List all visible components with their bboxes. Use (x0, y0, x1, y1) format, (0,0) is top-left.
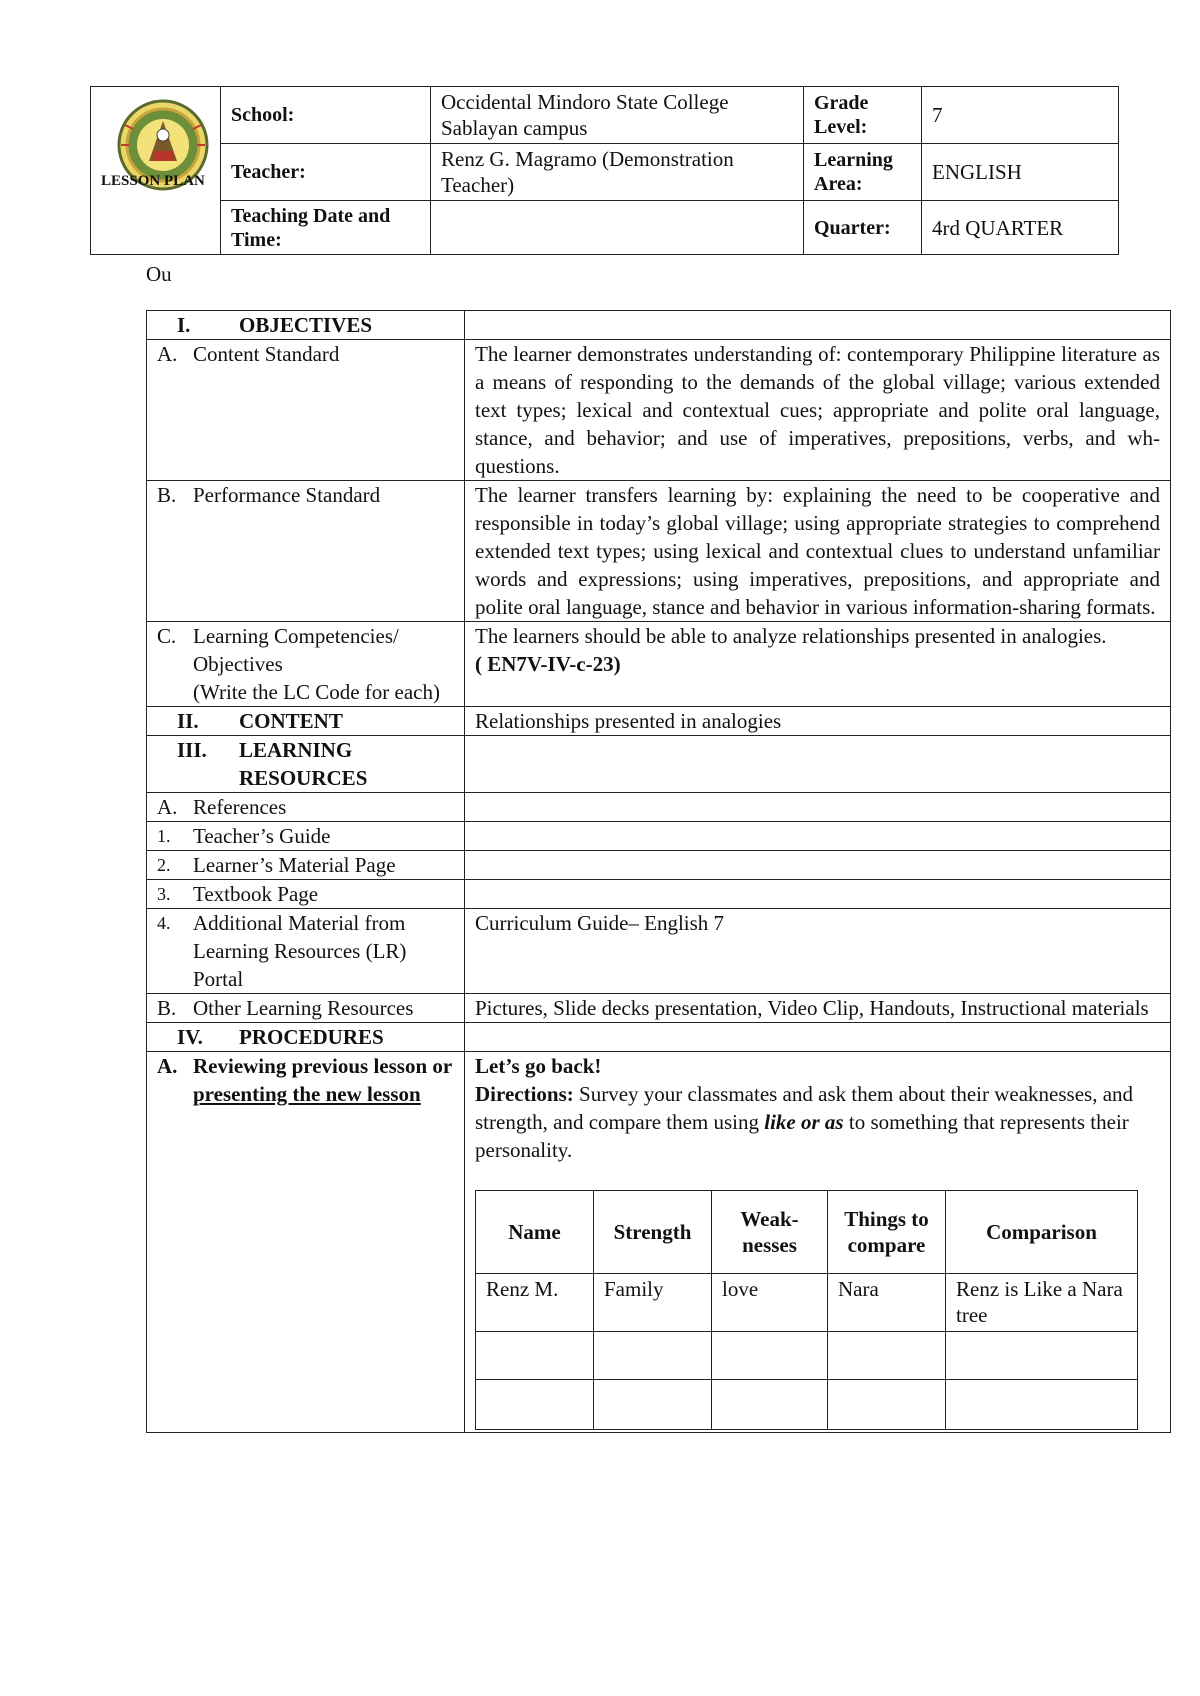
school-value: Occidental Mindoro State College Sablayan campus (431, 87, 804, 144)
section-heading (157, 707, 454, 735)
content-row (147, 707, 1171, 736)
additional-material-value: Curriculum Guide– English 7 (465, 909, 1171, 994)
table-cell (828, 1332, 946, 1380)
item-label: Learning Competencies/ Objectives (193, 624, 399, 676)
content-standard-text: The learner demonstrates understanding of: contemporary Philippine literature as a means of responding to the demands of the global village; various extended text types; lexical and contextual cues; appropriate and polite oral language, stance, and behavior; and use of imperatives, prepositions, verbs, and wh-questions. (465, 340, 1171, 481)
table-row (476, 1332, 1138, 1380)
table-cell (476, 1380, 594, 1430)
stray-text: Ou (146, 262, 172, 286)
section-title: OBJECTIVES (239, 313, 373, 337)
logo-cell (91, 87, 221, 255)
activity-heading: Let’s go back! (475, 1054, 602, 1078)
section-number: IV. (177, 1025, 203, 1049)
item-sub-label: (Write the LC Code for each) (193, 680, 440, 704)
table-cell (946, 1332, 1138, 1380)
other-resources-row (147, 994, 1171, 1023)
table-cell (594, 1332, 712, 1380)
item-marker: A. (157, 795, 178, 819)
school-label: School: (221, 87, 431, 144)
table-row (476, 1274, 1138, 1332)
table-cell: love (712, 1274, 828, 1332)
teaching-date-label: Teaching Date and Time: (221, 201, 431, 255)
item-marker: B. (157, 996, 177, 1020)
column-header: Strength (594, 1191, 712, 1274)
column-header: Comparison (946, 1191, 1138, 1274)
teacher-label: Teacher: (221, 144, 431, 201)
section-number: I. (177, 313, 191, 337)
item-marker: 3. (157, 884, 171, 904)
procedures-row (147, 1023, 1171, 1052)
table-cell: Family (594, 1274, 712, 1332)
section-heading (157, 1023, 454, 1051)
item-marker: A. (157, 342, 178, 366)
textbook-page-row (147, 880, 1171, 909)
item-marker: A. (157, 1054, 178, 1078)
item-marker: C. (157, 624, 177, 648)
teachers-guide-row (147, 822, 1171, 851)
review-row (147, 1052, 1171, 1433)
lc-code: ( EN7V-IV-c-23) (475, 652, 621, 676)
grade-level-value: 7 (922, 87, 1119, 144)
table-header-row (476, 1191, 1138, 1274)
item-label: Additional Material from Learning Resources (LR) Portal (193, 911, 407, 991)
directions-emphasis: like or as (764, 1110, 844, 1134)
table-cell (712, 1380, 828, 1430)
learning-area-value: ENGLISH (922, 144, 1119, 201)
column-header: Name (476, 1191, 594, 1274)
item-label: Textbook Page (193, 882, 319, 906)
table-cell (712, 1332, 828, 1380)
section-number: III. (177, 738, 207, 762)
additional-material-row (147, 909, 1171, 994)
section-heading (157, 311, 454, 339)
item-label: References (193, 795, 287, 819)
table-row (476, 1380, 1138, 1430)
table-cell: Nara (828, 1274, 946, 1332)
item-label: Performance Standard (193, 483, 381, 507)
item-marker: 4. (157, 913, 171, 933)
lesson-plan-table (146, 310, 1171, 1433)
review-label: Reviewing previous lesson or (193, 1054, 452, 1078)
quarter-label: Quarter: (804, 201, 922, 255)
table-cell (476, 1332, 594, 1380)
table-cell: Renz M. (476, 1274, 594, 1332)
table-cell (946, 1380, 1138, 1430)
item-label: Other Learning Resources (193, 996, 414, 1020)
quarter-value: 4rd QUARTER (922, 201, 1119, 255)
references-row (147, 793, 1171, 822)
table-cell (828, 1380, 946, 1430)
section-heading (157, 736, 454, 792)
teaching-date-value (431, 201, 804, 255)
lesson-plan-caption: LESSON PLAN (101, 173, 205, 189)
section-title: CONTENT (239, 709, 343, 733)
item-value (465, 822, 1171, 851)
content-text: Relationships presented in analogies (465, 707, 1171, 736)
objectives-row (147, 311, 1171, 340)
item-marker: 2. (157, 855, 171, 875)
section-number: II. (177, 709, 199, 733)
table-cell: Renz is Like a Nara tree (946, 1274, 1138, 1332)
learners-material-row (147, 851, 1171, 880)
item-marker: 1. (157, 826, 171, 846)
lesson-plan-header (90, 86, 1119, 255)
item-label: Learner’s Material Page (193, 853, 396, 877)
review-label-underlined: presenting the new lesson (193, 1082, 421, 1106)
item-label: Teacher’s Guide (193, 824, 331, 848)
column-header: Weak-nesses (712, 1191, 828, 1274)
comparison-table (475, 1190, 1138, 1430)
performance-standard-row (147, 481, 1171, 622)
teacher-value: Renz G. Magramo (Demonstration Teacher) (431, 144, 804, 201)
item-value (465, 851, 1171, 880)
content-standard-row (147, 340, 1171, 481)
item-marker: B. (157, 483, 177, 507)
item-label: Content Standard (193, 342, 340, 366)
other-resources-value: Pictures, Slide decks presentation, Video Clip, Handouts, Instructional materials (465, 994, 1171, 1023)
directions-label: Directions: (475, 1082, 574, 1106)
grade-level-label: Grade Level: (804, 87, 922, 144)
learning-area-label: Learning Area: (804, 144, 922, 201)
competencies-row (147, 622, 1171, 707)
competencies-text: The learners should be able to analyze relationships presented in analogies. (475, 624, 1107, 648)
performance-standard-text: The learner transfers learning by: explaining the need to be cooperative and responsible in today’s global village; using appropriate strategies to comprehend extended text types; using lexical and contextual clues to understand unfamiliar words and expressions; using imperatives, prepositions, and appropriate and polite oral language, stance and behavior in various information-sharing formats. (465, 481, 1171, 622)
learning-resources-row (147, 736, 1171, 793)
section-title: LEARNING RESOURCES (239, 738, 368, 790)
item-value (465, 880, 1171, 909)
activity-directions: Directions: Survey your classmates and ask them about their weaknesses, and strength, and compare them using like or as to something that represents their personality. (475, 1082, 1134, 1162)
table-cell (594, 1380, 712, 1430)
column-header: Things to compare (828, 1191, 946, 1274)
section-title: PROCEDURES (239, 1025, 384, 1049)
